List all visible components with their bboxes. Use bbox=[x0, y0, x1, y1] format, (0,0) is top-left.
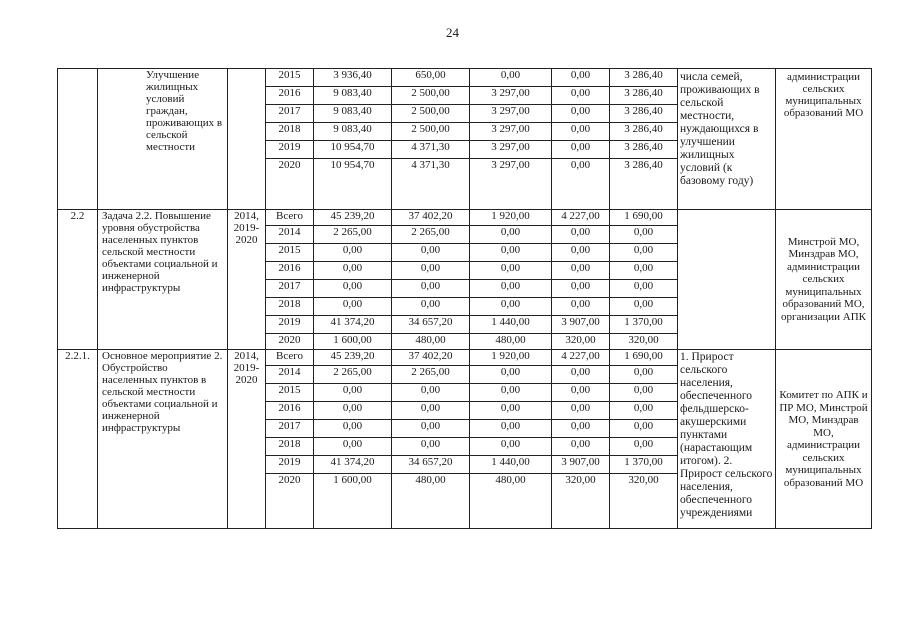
total-cell: 41 374,20 bbox=[314, 456, 392, 474]
fed-budget-cell: 0,00 bbox=[392, 402, 470, 420]
other-sources-cell: 1 370,00 bbox=[610, 456, 678, 474]
indicator-cell: 1. Прирост сельского населения, обеспеченного фельдшерско-акушерскими пунктами (нарастающим итогом). 2. Прирост сельского населения, обеспеченного учреждениями bbox=[678, 350, 776, 529]
region-budget-cell: 0,00 bbox=[470, 438, 552, 456]
local-budget-cell: 0,00 bbox=[552, 438, 610, 456]
fed-budget-cell: 480,00 bbox=[392, 474, 470, 529]
other-sources-cell: 0,00 bbox=[610, 420, 678, 438]
other-sources-cell: 3 286,40 bbox=[610, 105, 678, 123]
region-budget-cell: 0,00 bbox=[470, 366, 552, 384]
total-cell: 0,00 bbox=[314, 262, 392, 280]
other-sources-cell: 3 286,40 bbox=[610, 159, 678, 210]
fed-budget-cell: 4 371,30 bbox=[392, 159, 470, 210]
fed-budget-cell: 2 500,00 bbox=[392, 87, 470, 105]
row-period bbox=[228, 69, 266, 210]
other-sources-cell: 1 690,00 bbox=[610, 350, 678, 366]
row-period: 2014, 2019-2020 bbox=[228, 350, 266, 529]
row-name: Основное мероприятие 2. Обустройство населенных пунктов в сельской местности объектами социальной и инженерной инфраструктуры bbox=[98, 350, 228, 529]
page-number: 24 bbox=[446, 25, 459, 40]
region-budget-cell: 1 920,00 bbox=[470, 210, 552, 226]
region-budget-cell: 3 297,00 bbox=[470, 141, 552, 159]
other-sources-cell: 0,00 bbox=[610, 438, 678, 456]
other-sources-cell: 3 286,40 bbox=[610, 87, 678, 105]
other-sources-cell: 320,00 bbox=[610, 334, 678, 350]
local-budget-cell: 0,00 bbox=[552, 384, 610, 402]
region-budget-cell: 0,00 bbox=[470, 298, 552, 316]
local-budget-cell: 320,00 bbox=[552, 474, 610, 529]
year-cell: 2016 bbox=[266, 262, 314, 280]
local-budget-cell: 320,00 bbox=[552, 334, 610, 350]
region-budget-cell: 0,00 bbox=[470, 244, 552, 262]
year-cell: Всего bbox=[266, 350, 314, 366]
year-cell: 2016 bbox=[266, 87, 314, 105]
local-budget-cell: 0,00 bbox=[552, 298, 610, 316]
local-budget-cell: 0,00 bbox=[552, 159, 610, 210]
year-cell: 2017 bbox=[266, 280, 314, 298]
year-cell: Всего bbox=[266, 210, 314, 226]
fed-budget-cell: 0,00 bbox=[392, 420, 470, 438]
row-name: Задача 2.2. Повышение уровня обустройства населенных пунктов сельской местности объектами социальной и инженерной инфраструктуры bbox=[98, 210, 228, 350]
local-budget-cell: 0,00 bbox=[552, 280, 610, 298]
fed-budget-cell: 2 500,00 bbox=[392, 105, 470, 123]
other-sources-cell: 0,00 bbox=[610, 298, 678, 316]
indicator-cell: числа семей, проживающих в сельской местности, нуждающихся в улучшении жилищных условий (к базовому году) bbox=[678, 69, 776, 210]
total-cell: 9 083,40 bbox=[314, 87, 392, 105]
executor-cell: Минстрой МО, Минздрав МО, администрации сельских муниципальных образований МО, организации АПК bbox=[776, 210, 872, 350]
total-cell: 10 954,70 bbox=[314, 141, 392, 159]
local-budget-cell: 0,00 bbox=[552, 262, 610, 280]
total-cell: 41 374,20 bbox=[314, 316, 392, 334]
row-code bbox=[58, 69, 98, 210]
total-cell: 0,00 bbox=[314, 402, 392, 420]
total-cell: 0,00 bbox=[314, 280, 392, 298]
region-budget-cell: 3 297,00 bbox=[470, 159, 552, 210]
region-budget-cell: 1 440,00 bbox=[470, 456, 552, 474]
other-sources-cell: 0,00 bbox=[610, 226, 678, 244]
year-cell: 2014 bbox=[266, 226, 314, 244]
region-budget-cell: 0,00 bbox=[470, 402, 552, 420]
total-cell: 0,00 bbox=[314, 384, 392, 402]
other-sources-cell: 0,00 bbox=[610, 280, 678, 298]
region-budget-cell: 3 297,00 bbox=[470, 105, 552, 123]
year-cell: 2019 bbox=[266, 456, 314, 474]
fed-budget-cell: 2 265,00 bbox=[392, 366, 470, 384]
other-sources-cell: 1 370,00 bbox=[610, 316, 678, 334]
region-budget-cell: 480,00 bbox=[470, 474, 552, 529]
other-sources-cell: 3 286,40 bbox=[610, 69, 678, 87]
local-budget-cell: 0,00 bbox=[552, 87, 610, 105]
region-budget-cell: 0,00 bbox=[470, 384, 552, 402]
year-cell: 2020 bbox=[266, 474, 314, 529]
fed-budget-cell: 0,00 bbox=[392, 384, 470, 402]
region-budget-cell: 0,00 bbox=[470, 262, 552, 280]
year-cell: 2020 bbox=[266, 159, 314, 210]
year-cell: 2017 bbox=[266, 420, 314, 438]
table-row bbox=[58, 210, 872, 226]
total-cell: 0,00 bbox=[314, 298, 392, 316]
region-budget-cell: 0,00 bbox=[470, 280, 552, 298]
local-budget-cell: 4 227,00 bbox=[552, 210, 610, 226]
fed-budget-cell: 0,00 bbox=[392, 280, 470, 298]
year-cell: 2019 bbox=[266, 316, 314, 334]
year-cell: 2020 bbox=[266, 334, 314, 350]
year-cell: 2014 bbox=[266, 366, 314, 384]
row-period: 2014, 2019-2020 bbox=[228, 210, 266, 350]
year-cell: 2018 bbox=[266, 123, 314, 141]
other-sources-cell: 0,00 bbox=[610, 244, 678, 262]
total-cell: 0,00 bbox=[314, 438, 392, 456]
row-code: 2.2.1. bbox=[58, 350, 98, 529]
other-sources-cell: 0,00 bbox=[610, 384, 678, 402]
fed-budget-cell: 34 657,20 bbox=[392, 456, 470, 474]
total-cell: 9 083,40 bbox=[314, 123, 392, 141]
year-cell: 2019 bbox=[266, 141, 314, 159]
local-budget-cell: 0,00 bbox=[552, 402, 610, 420]
total-cell: 1 600,00 bbox=[314, 334, 392, 350]
region-budget-cell: 0,00 bbox=[470, 420, 552, 438]
indicator-cell bbox=[678, 210, 776, 350]
total-cell: 10 954,70 bbox=[314, 159, 392, 210]
other-sources-cell: 0,00 bbox=[610, 402, 678, 420]
other-sources-cell: 0,00 bbox=[610, 262, 678, 280]
row-code: 2.2 bbox=[58, 210, 98, 350]
year-cell: 2015 bbox=[266, 69, 314, 87]
local-budget-cell: 0,00 bbox=[552, 69, 610, 87]
local-budget-cell: 3 907,00 bbox=[552, 316, 610, 334]
year-cell: 2018 bbox=[266, 438, 314, 456]
region-budget-cell: 3 297,00 bbox=[470, 87, 552, 105]
total-cell: 0,00 bbox=[314, 420, 392, 438]
row-name: Улучшение жилищных условий граждан, проживающих в сельской местности bbox=[98, 69, 228, 210]
fed-budget-cell: 0,00 bbox=[392, 438, 470, 456]
local-budget-cell: 0,00 bbox=[552, 226, 610, 244]
local-budget-cell: 4 227,00 bbox=[552, 350, 610, 366]
executor-cell: Комитет по АПК и ПР МО, Минстрой МО, Минздрав МО, администрации сельских муниципальных образований МО bbox=[776, 350, 872, 529]
fed-budget-cell: 480,00 bbox=[392, 334, 470, 350]
year-cell: 2018 bbox=[266, 298, 314, 316]
region-budget-cell: 0,00 bbox=[470, 69, 552, 87]
table-row bbox=[58, 69, 872, 87]
other-sources-cell: 1 690,00 bbox=[610, 210, 678, 226]
year-cell: 2017 bbox=[266, 105, 314, 123]
local-budget-cell: 0,00 bbox=[552, 141, 610, 159]
total-cell: 45 239,20 bbox=[314, 350, 392, 366]
region-budget-cell: 1 440,00 bbox=[470, 316, 552, 334]
budget-table bbox=[57, 68, 872, 529]
other-sources-cell: 3 286,40 bbox=[610, 141, 678, 159]
table-row bbox=[58, 350, 872, 366]
other-sources-cell: 0,00 bbox=[610, 366, 678, 384]
total-cell: 1 600,00 bbox=[314, 474, 392, 529]
fed-budget-cell: 0,00 bbox=[392, 244, 470, 262]
other-sources-cell: 320,00 bbox=[610, 474, 678, 529]
fed-budget-cell: 650,00 bbox=[392, 69, 470, 87]
fed-budget-cell: 0,00 bbox=[392, 298, 470, 316]
region-budget-cell: 3 297,00 bbox=[470, 123, 552, 141]
region-budget-cell: 0,00 bbox=[470, 226, 552, 244]
executor-cell: администрации сельских муниципальных образований МО bbox=[776, 69, 872, 210]
total-cell: 2 265,00 bbox=[314, 366, 392, 384]
year-cell: 2016 bbox=[266, 402, 314, 420]
fed-budget-cell: 2 500,00 bbox=[392, 123, 470, 141]
local-budget-cell: 0,00 bbox=[552, 123, 610, 141]
region-budget-cell: 480,00 bbox=[470, 334, 552, 350]
fed-budget-cell: 37 402,20 bbox=[392, 350, 470, 366]
other-sources-cell: 3 286,40 bbox=[610, 123, 678, 141]
fed-budget-cell: 2 265,00 bbox=[392, 226, 470, 244]
region-budget-cell: 1 920,00 bbox=[470, 350, 552, 366]
local-budget-cell: 0,00 bbox=[552, 244, 610, 262]
fed-budget-cell: 4 371,30 bbox=[392, 141, 470, 159]
fed-budget-cell: 37 402,20 bbox=[392, 210, 470, 226]
year-cell: 2015 bbox=[266, 384, 314, 402]
local-budget-cell: 0,00 bbox=[552, 420, 610, 438]
total-cell: 3 936,40 bbox=[314, 69, 392, 87]
total-cell: 45 239,20 bbox=[314, 210, 392, 226]
total-cell: 9 083,40 bbox=[314, 105, 392, 123]
year-cell: 2015 bbox=[266, 244, 314, 262]
total-cell: 2 265,00 bbox=[314, 226, 392, 244]
local-budget-cell: 0,00 bbox=[552, 105, 610, 123]
local-budget-cell: 3 907,00 bbox=[552, 456, 610, 474]
total-cell: 0,00 bbox=[314, 244, 392, 262]
fed-budget-cell: 34 657,20 bbox=[392, 316, 470, 334]
fed-budget-cell: 0,00 bbox=[392, 262, 470, 280]
local-budget-cell: 0,00 bbox=[552, 366, 610, 384]
